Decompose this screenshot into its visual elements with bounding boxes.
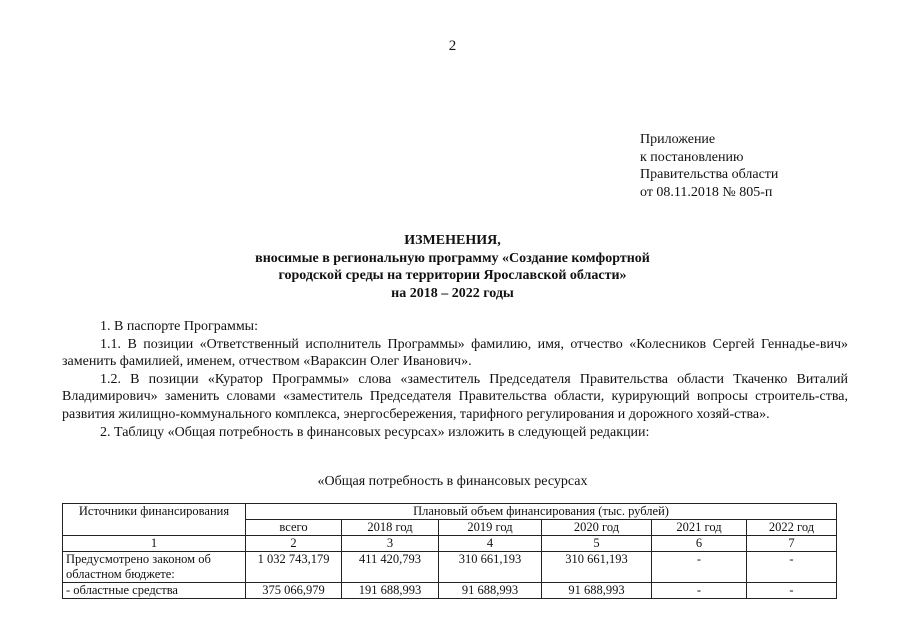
heading-title: ИЗМЕНЕНИЯ, [404, 233, 501, 248]
cell-2018: 191 688,993 [342, 583, 439, 599]
table-row [63, 552, 837, 583]
column-number: 3 [342, 536, 439, 552]
cell-total: 375 066,979 [246, 583, 342, 599]
financing-table [62, 503, 837, 599]
page-number: 2 [448, 38, 457, 54]
subheader-total: всего [246, 520, 342, 536]
column-number-row [63, 536, 837, 552]
subheader-year: 2021 год [652, 520, 747, 536]
cell-2020: 310 661,193 [542, 552, 652, 583]
column-number: 7 [747, 536, 837, 552]
cell-2019: 91 688,993 [439, 583, 542, 599]
cell-2020: 91 688,993 [542, 583, 652, 599]
document-heading [0, 232, 905, 302]
cell-2018: 411 420,793 [342, 552, 439, 583]
cell-2019: 310 661,193 [439, 552, 542, 583]
cell-2021: - [652, 552, 747, 583]
paragraph-2: 2. Таблицу «Общая потребность в финансовых ресурсах» изложить в следующей редакции: [100, 424, 650, 440]
subheader-year: 2019 год [439, 520, 542, 536]
appendix-date-number: от 08.11.2018 № 805-п [640, 184, 773, 200]
row-source: Предусмотрено законом об областном бюджете: [63, 552, 246, 583]
heading-line: на 2018 – 2022 годы [391, 285, 514, 301]
row-source: - областные средства [63, 583, 246, 599]
appendix-block [640, 131, 778, 201]
appendix-line: Приложение [640, 132, 716, 147]
cell-total: 1 032 743,179 [246, 552, 342, 583]
column-number: 6 [652, 536, 747, 552]
header-plan: Плановый объем финансирования (тыс. рублей) [246, 504, 837, 520]
cell-2021: - [652, 583, 747, 599]
appendix-line: к постановлению [640, 149, 744, 165]
paragraph-1-2: 1.2. В позиции «Куратор Программы» слова «заместитель Председателя Правительства области Ткаченко Виталий Владимирович» заменить словами «заместитель Председателя Правительства области, курирующий вопросы строитель-ства, развития жилищно-коммунального комплекса, энергосбережения, тарифного регулирования и дорожного хозяй-ства». [62, 371, 848, 422]
heading-line: городской среды на территории Ярославской области» [278, 268, 627, 283]
column-number: 2 [246, 536, 342, 552]
subheader-year: 2022 год [747, 520, 837, 536]
cell-2022: - [747, 583, 837, 599]
subheader-year: 2020 год [542, 520, 652, 536]
cell-2022: - [747, 552, 837, 583]
column-number: 4 [439, 536, 542, 552]
header-sources: Источники финансирования [63, 504, 246, 536]
paragraph-1: 1. В паспорте Программы: [100, 319, 258, 334]
appendix-line: Правительства области [640, 167, 779, 182]
heading-line: вносимые в региональную программу «Создание комфортной [255, 250, 650, 266]
column-number: 1 [63, 536, 246, 552]
table-caption: «Общая потребность в финансовых ресурсах [317, 474, 588, 489]
subheader-year: 2018 год [342, 520, 439, 536]
table-header-row [63, 504, 837, 520]
paragraph-1-1: 1.1. В позиции «Ответственный исполнитель Программы» фамилию, имя, отчество «Колесников Сергей Геннадье-вич» заменить фамилией, именем, отчеством «Вараксин Олег Иванович». [62, 336, 848, 370]
body-text [62, 318, 848, 441]
column-number: 5 [542, 536, 652, 552]
table-row [63, 583, 837, 599]
